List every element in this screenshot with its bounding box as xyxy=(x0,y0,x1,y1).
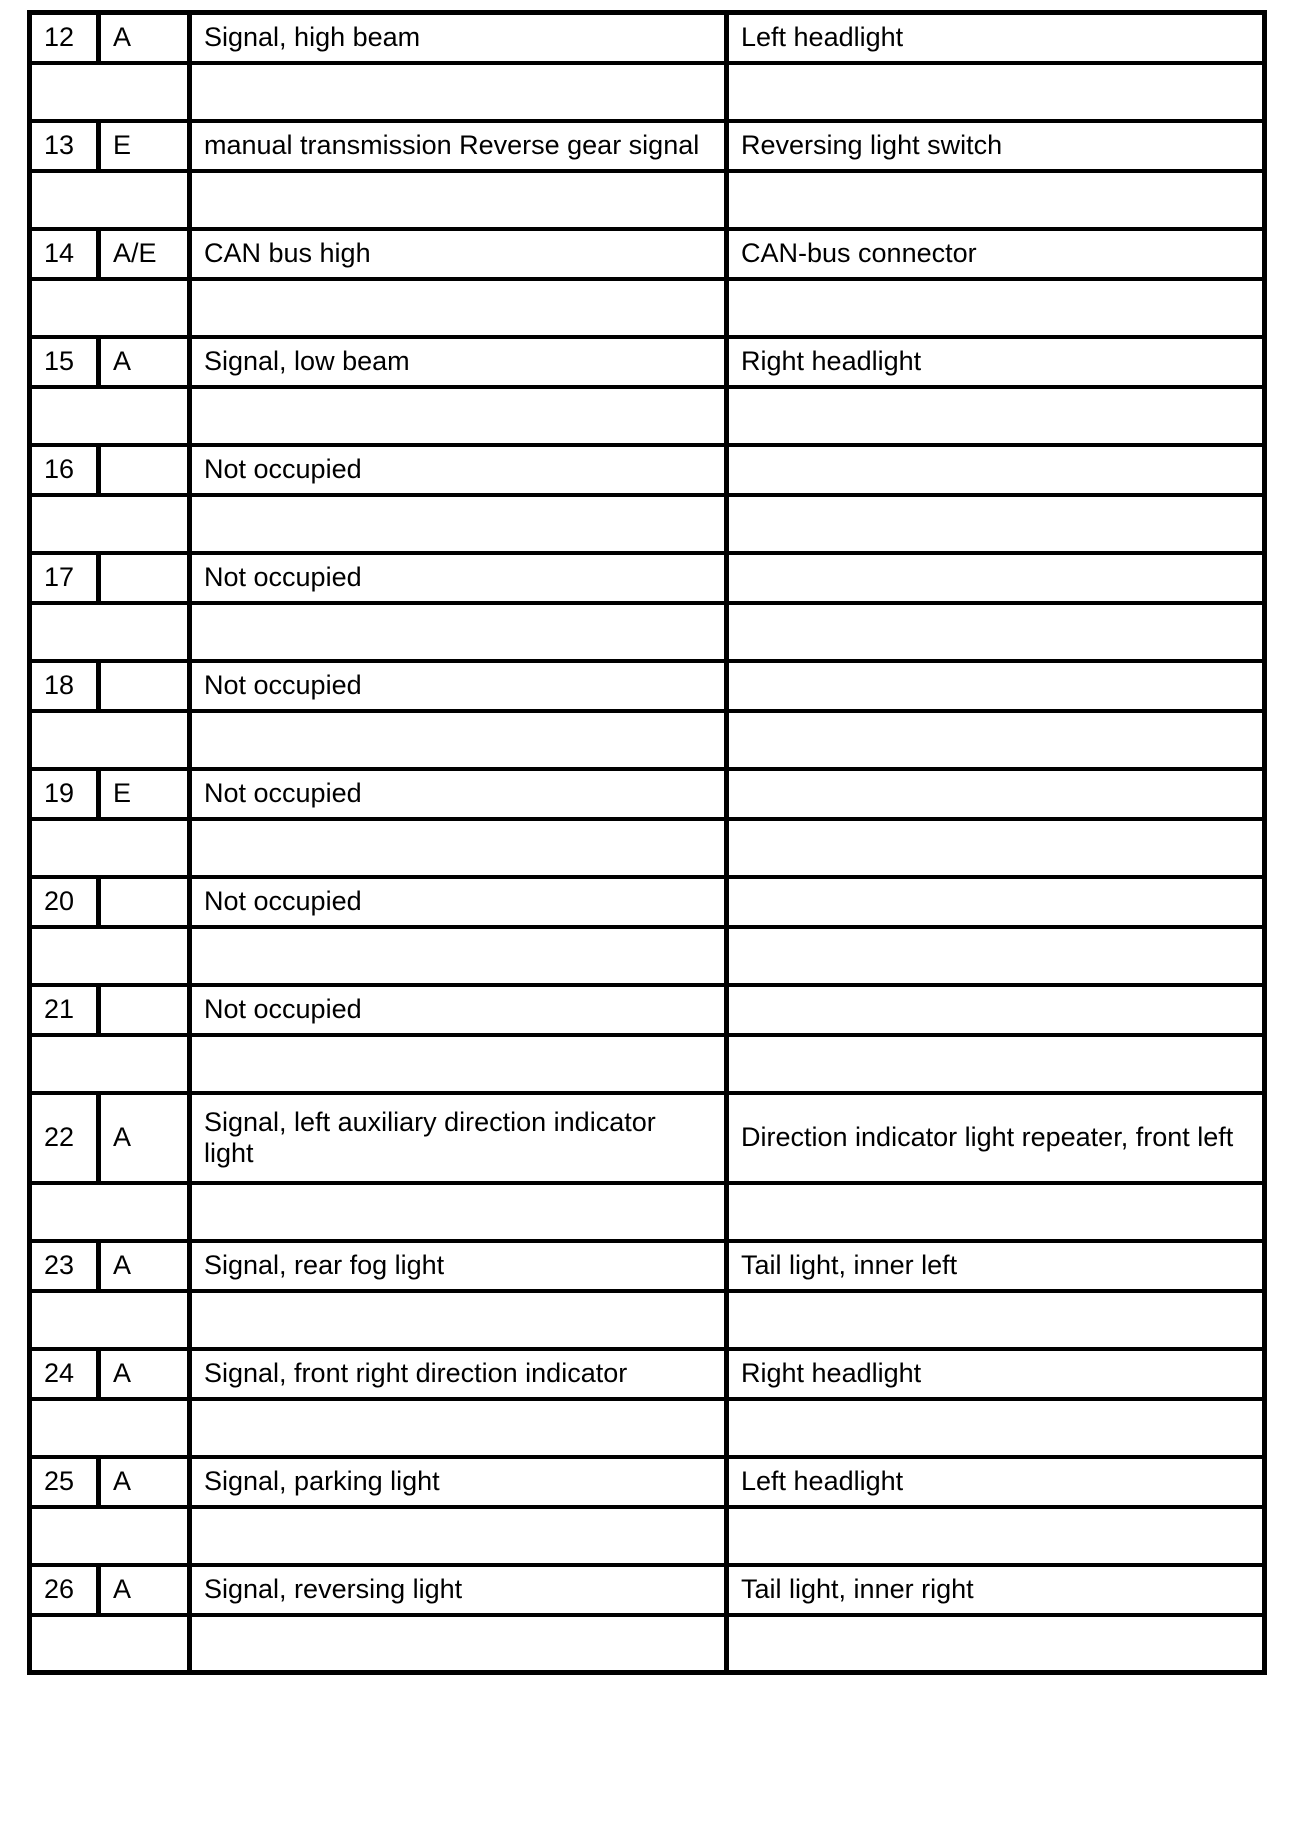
pin-assignment-table xyxy=(27,10,1267,1675)
pin-row xyxy=(30,1349,1265,1399)
component-cell xyxy=(727,769,1265,819)
component-cell xyxy=(727,877,1265,927)
spacer-cell xyxy=(190,927,727,985)
spacer-row xyxy=(30,387,1265,445)
spacer-cell xyxy=(727,711,1265,769)
pin-number-cell: 24 xyxy=(30,1349,99,1399)
signal-type-cell: A xyxy=(99,13,190,63)
signal-description-cell: Signal, low beam xyxy=(190,337,727,387)
signal-description-cell: Signal, reversing light xyxy=(190,1565,727,1615)
spacer-cell xyxy=(30,819,190,877)
pin-number-cell: 16 xyxy=(30,445,99,495)
component-cell: Left headlight xyxy=(727,1457,1265,1507)
signal-description-cell: Signal, rear fog light xyxy=(190,1241,727,1291)
pin-number-cell: 23 xyxy=(30,1241,99,1291)
spacer-row xyxy=(30,495,1265,553)
spacer-cell xyxy=(190,171,727,229)
pin-number-cell: 18 xyxy=(30,661,99,711)
pin-row xyxy=(30,877,1265,927)
pin-row xyxy=(30,1457,1265,1507)
pin-row xyxy=(30,985,1265,1035)
signal-description-cell: manual transmission Reverse gear signal xyxy=(190,121,727,171)
signal-type-cell xyxy=(99,445,190,495)
spacer-row xyxy=(30,279,1265,337)
signal-type-cell: A/E xyxy=(99,229,190,279)
spacer-cell xyxy=(30,927,190,985)
spacer-cell xyxy=(727,171,1265,229)
spacer-cell xyxy=(30,1291,190,1349)
spacer-cell xyxy=(190,1291,727,1349)
pin-row xyxy=(30,661,1265,711)
spacer-cell xyxy=(30,1507,190,1565)
component-cell: Reversing light switch xyxy=(727,121,1265,171)
signal-type-cell xyxy=(99,553,190,603)
component-cell xyxy=(727,985,1265,1035)
spacer-row xyxy=(30,1291,1265,1349)
signal-description-cell: Not occupied xyxy=(190,553,727,603)
spacer-cell xyxy=(727,819,1265,877)
spacer-cell xyxy=(190,711,727,769)
spacer-cell xyxy=(190,1615,727,1673)
pin-number-cell: 26 xyxy=(30,1565,99,1615)
signal-description-cell: Signal, high beam xyxy=(190,13,727,63)
spacer-cell xyxy=(30,387,190,445)
spacer-cell xyxy=(30,63,190,121)
spacer-cell xyxy=(727,927,1265,985)
spacer-cell xyxy=(190,279,727,337)
spacer-row xyxy=(30,1507,1265,1565)
spacer-cell xyxy=(727,387,1265,445)
pin-row xyxy=(30,1565,1265,1615)
signal-type-cell: A xyxy=(99,1457,190,1507)
spacer-row xyxy=(30,711,1265,769)
signal-type-cell xyxy=(99,985,190,1035)
spacer-cell xyxy=(30,711,190,769)
component-cell: Right headlight xyxy=(727,337,1265,387)
signal-type-cell: A xyxy=(99,337,190,387)
pin-row xyxy=(30,769,1265,819)
spacer-row xyxy=(30,927,1265,985)
spacer-cell xyxy=(30,171,190,229)
signal-description-cell: Signal, left auxiliary direction indicator light xyxy=(190,1093,727,1183)
component-cell: Direction indicator light repeater, front left xyxy=(727,1093,1265,1183)
spacer-cell xyxy=(727,1291,1265,1349)
spacer-cell xyxy=(727,1507,1265,1565)
spacer-cell xyxy=(30,603,190,661)
spacer-cell xyxy=(727,603,1265,661)
component-cell: Right headlight xyxy=(727,1349,1265,1399)
spacer-cell xyxy=(727,1183,1265,1241)
spacer-cell xyxy=(727,495,1265,553)
spacer-cell xyxy=(727,279,1265,337)
pin-number-cell: 22 xyxy=(30,1093,99,1183)
spacer-cell xyxy=(727,63,1265,121)
pin-number-cell: 21 xyxy=(30,985,99,1035)
spacer-cell xyxy=(727,1399,1265,1457)
component-cell: CAN-bus connector xyxy=(727,229,1265,279)
signal-description-cell: Not occupied xyxy=(190,985,727,1035)
signal-description-cell: Not occupied xyxy=(190,661,727,711)
signal-type-cell xyxy=(99,877,190,927)
spacer-cell xyxy=(190,63,727,121)
signal-type-cell: A xyxy=(99,1565,190,1615)
signal-description-cell: Signal, parking light xyxy=(190,1457,727,1507)
signal-description-cell: Not occupied xyxy=(190,445,727,495)
signal-description-cell: Not occupied xyxy=(190,877,727,927)
spacer-cell xyxy=(30,1615,190,1673)
spacer-cell xyxy=(30,1183,190,1241)
pin-row xyxy=(30,229,1265,279)
component-cell xyxy=(727,661,1265,711)
pin-number-cell: 19 xyxy=(30,769,99,819)
signal-type-cell: A xyxy=(99,1349,190,1399)
signal-type-cell: E xyxy=(99,769,190,819)
spacer-row xyxy=(30,1183,1265,1241)
spacer-cell xyxy=(190,819,727,877)
component-cell xyxy=(727,553,1265,603)
pin-number-cell: 25 xyxy=(30,1457,99,1507)
spacer-cell xyxy=(190,1399,727,1457)
spacer-cell xyxy=(190,387,727,445)
spacer-cell xyxy=(30,1399,190,1457)
spacer-cell xyxy=(190,1035,727,1093)
spacer-cell xyxy=(30,279,190,337)
pin-row xyxy=(30,445,1265,495)
pin-row xyxy=(30,337,1265,387)
signal-description-cell: CAN bus high xyxy=(190,229,727,279)
spacer-cell xyxy=(727,1615,1265,1673)
spacer-cell xyxy=(30,495,190,553)
pin-number-cell: 14 xyxy=(30,229,99,279)
signal-type-cell xyxy=(99,661,190,711)
spacer-row xyxy=(30,1615,1265,1673)
spacer-row xyxy=(30,603,1265,661)
spacer-cell xyxy=(30,1035,190,1093)
pin-number-cell: 17 xyxy=(30,553,99,603)
spacer-cell xyxy=(190,495,727,553)
pin-number-cell: 20 xyxy=(30,877,99,927)
spacer-row xyxy=(30,819,1265,877)
pin-table-body xyxy=(30,13,1265,1673)
signal-type-cell: A xyxy=(99,1241,190,1291)
spacer-row xyxy=(30,63,1265,121)
pin-row xyxy=(30,13,1265,63)
signal-type-cell: A xyxy=(99,1093,190,1183)
component-cell xyxy=(727,445,1265,495)
spacer-cell xyxy=(727,1035,1265,1093)
component-cell: Tail light, inner right xyxy=(727,1565,1265,1615)
pin-row xyxy=(30,1093,1265,1183)
spacer-row xyxy=(30,1035,1265,1093)
pin-number-cell: 12 xyxy=(30,13,99,63)
component-cell: Left headlight xyxy=(727,13,1265,63)
component-cell: Tail light, inner left xyxy=(727,1241,1265,1291)
pin-number-cell: 13 xyxy=(30,121,99,171)
pin-number-cell: 15 xyxy=(30,337,99,387)
pin-row xyxy=(30,553,1265,603)
spacer-cell xyxy=(190,1183,727,1241)
signal-description-cell: Signal, front right direction indicator xyxy=(190,1349,727,1399)
signal-type-cell: E xyxy=(99,121,190,171)
pin-row xyxy=(30,121,1265,171)
spacer-row xyxy=(30,1399,1265,1457)
spacer-cell xyxy=(190,1507,727,1565)
spacer-row xyxy=(30,171,1265,229)
pin-row xyxy=(30,1241,1265,1291)
spacer-cell xyxy=(190,603,727,661)
signal-description-cell: Not occupied xyxy=(190,769,727,819)
